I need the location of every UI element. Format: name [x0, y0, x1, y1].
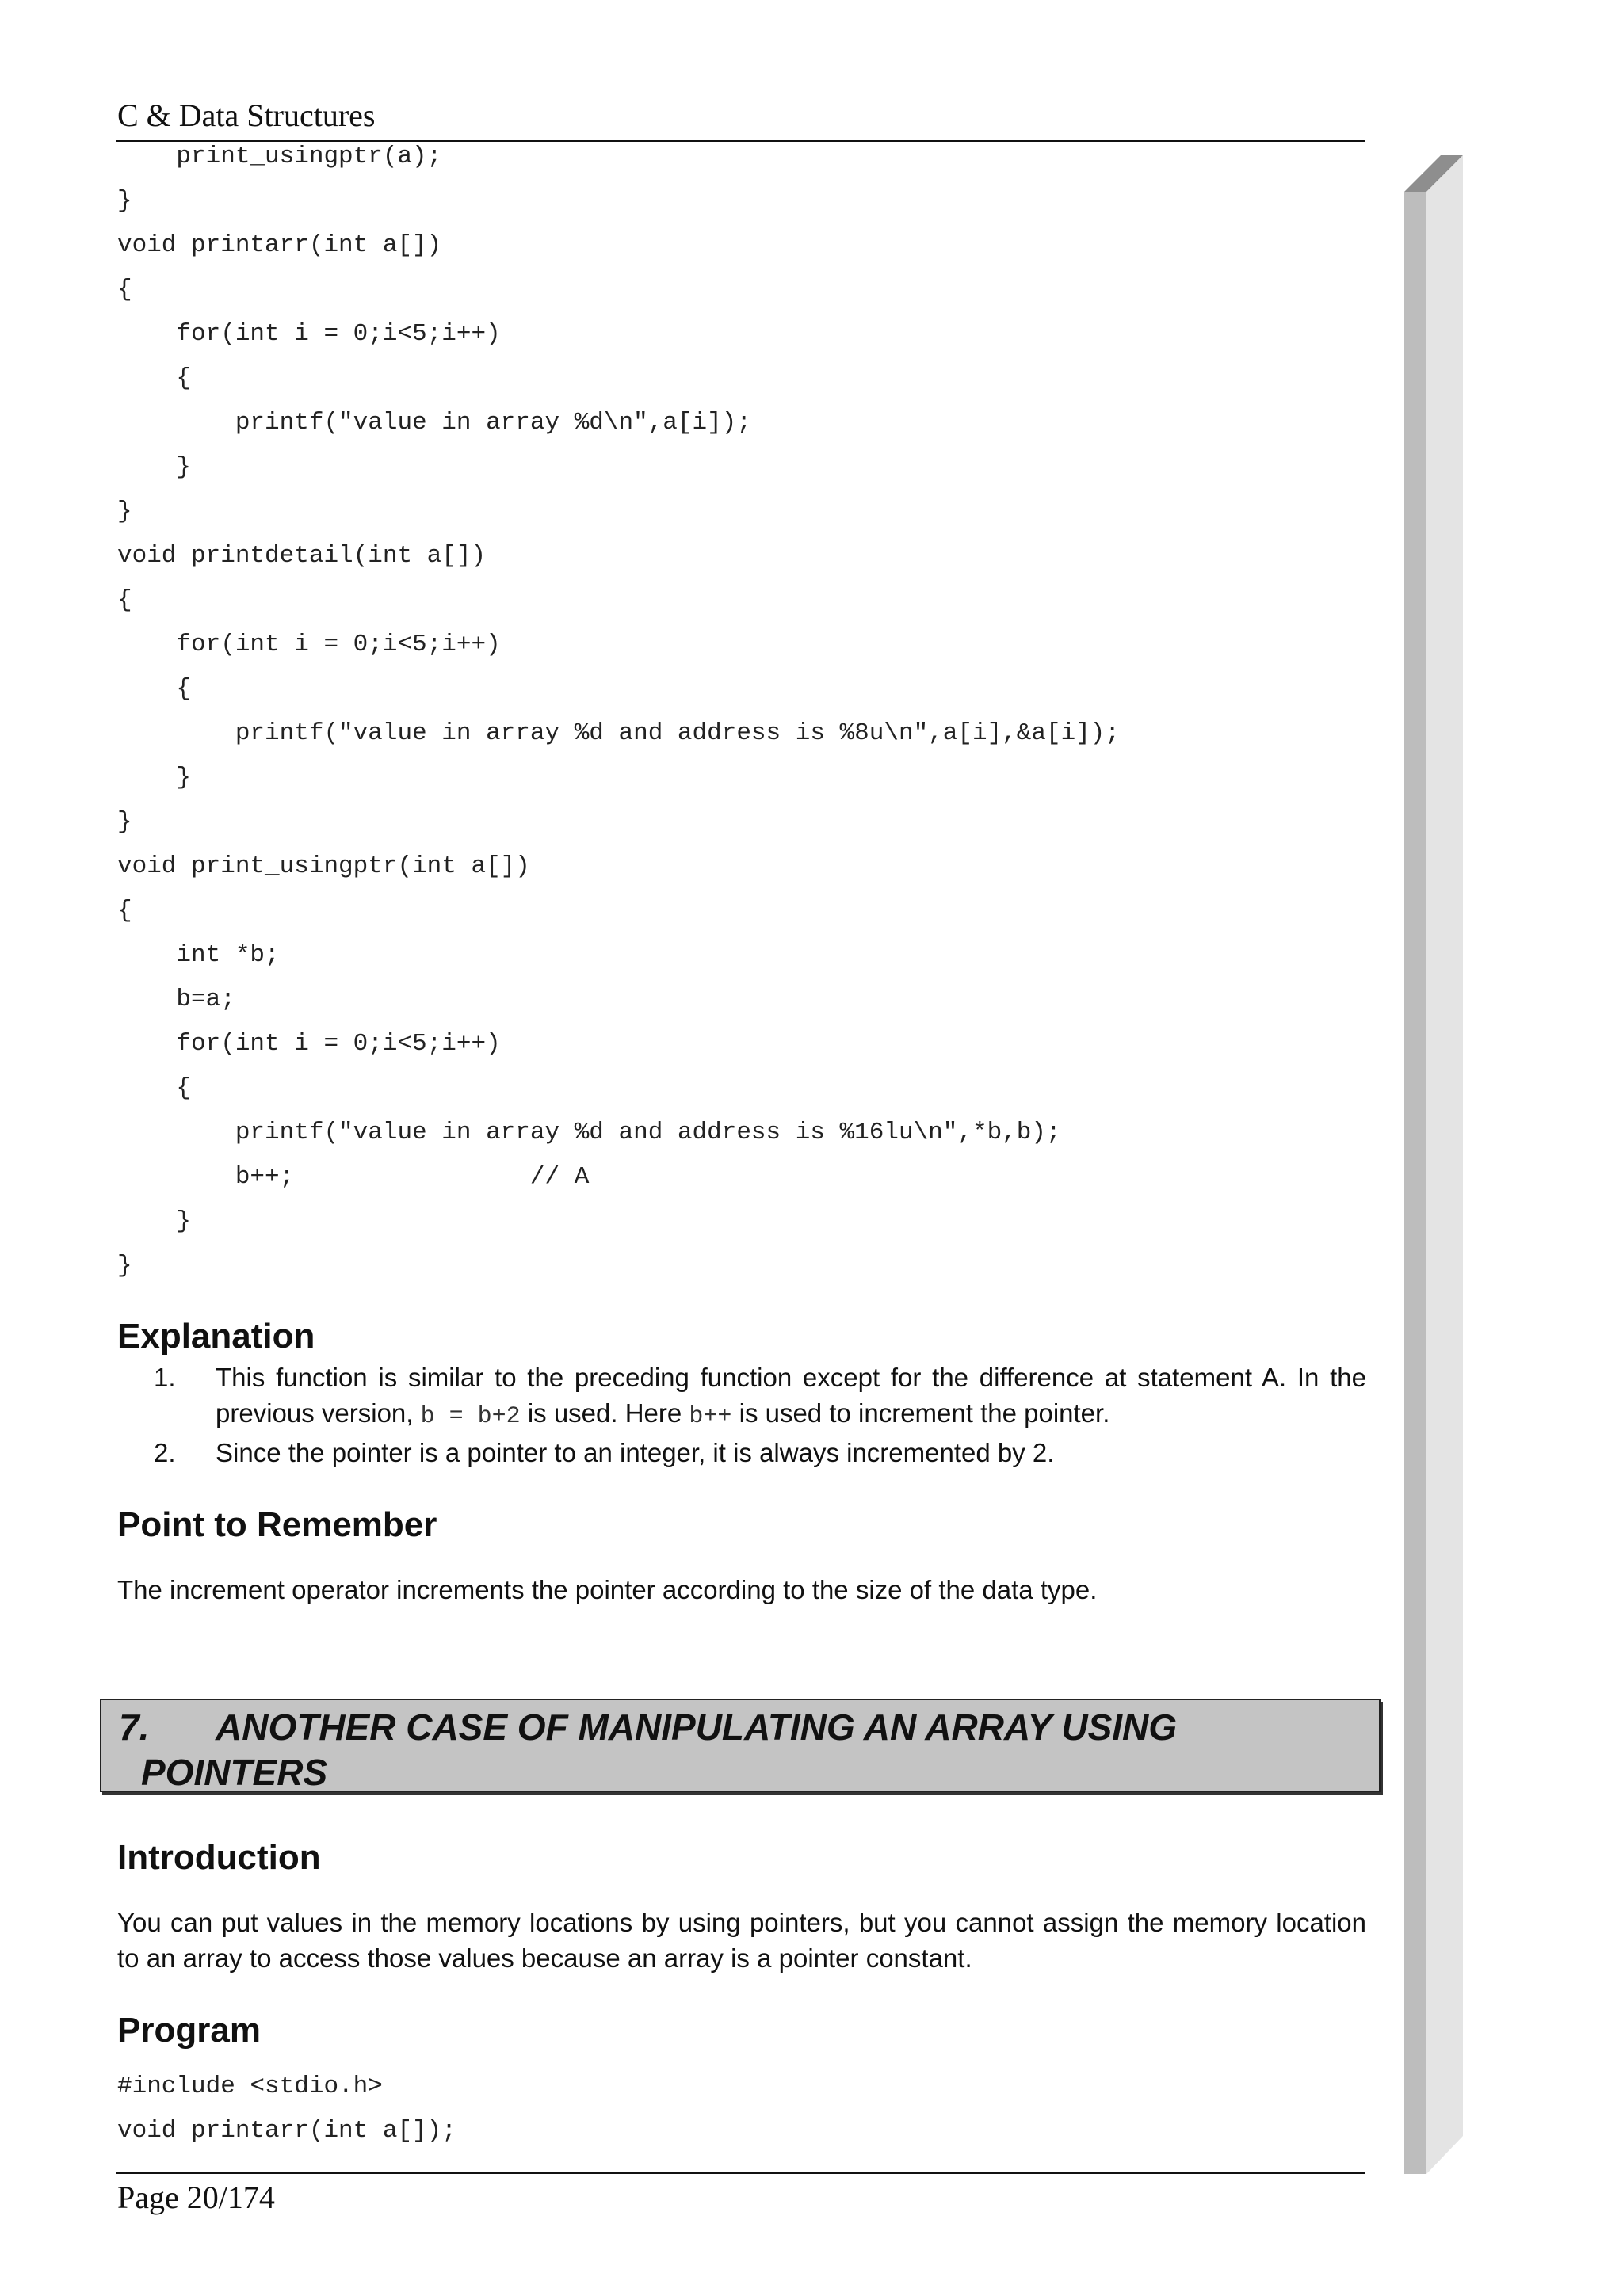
code-line: for(int i = 0;i<5;i++): [117, 320, 501, 348]
code-line: }: [117, 187, 132, 215]
code-line: void printdetail(int a[]): [117, 542, 487, 570]
code-line: {: [117, 897, 132, 925]
code-line: printf("value in array %d\n",a[i]);: [117, 409, 751, 437]
code-line: }: [117, 498, 132, 525]
code-line: void print_usingptr(int a[]): [117, 852, 530, 880]
code-line: }: [117, 1252, 132, 1280]
list-item-text: is used. Here: [520, 1398, 689, 1428]
point-to-remember-heading: Point to Remember: [117, 1505, 437, 1544]
point-to-remember-text: The increment operator increments the pointer according to the size of the data type.: [117, 1575, 1098, 1604]
code-block-program: [117, 2065, 456, 2153]
code-line: {: [117, 364, 192, 392]
code-line: {: [117, 1074, 192, 1102]
code-line: #include <stdio.h>: [117, 2073, 383, 2100]
list-item: [117, 1435, 1366, 1470]
code-line: {: [117, 675, 192, 703]
code-line: }: [117, 1207, 192, 1235]
footer-rule: [116, 2172, 1365, 2174]
inline-code: b++: [689, 1403, 732, 1430]
introduction-heading: Introduction: [117, 1838, 321, 1877]
program-heading: Program: [117, 2011, 261, 2050]
page-number: Page 20/174: [117, 2180, 275, 2215]
code-line: print_usingptr(a);: [117, 143, 442, 170]
list-item-text: This function is similar to the preceding function except for the difference at statement A. In the previous version,: [216, 1363, 1366, 1428]
page-header-title: C & Data Structures: [117, 97, 376, 133]
code-line: }: [117, 808, 132, 836]
code-line: }: [117, 453, 192, 481]
list-item: [117, 1360, 1366, 1435]
introduction-text: You can put values in the memory locations by using pointers, but you cannot assign the memory location to an array to access those values because an array is a pointer constant.: [117, 1908, 1366, 1973]
code-line: void printarr(int a[]);: [117, 2117, 456, 2145]
code-line: b++; // A: [117, 1163, 590, 1191]
code-line: {: [117, 586, 132, 614]
explanation-heading: Explanation: [117, 1317, 315, 1356]
code-line: printf("value in array %d and address is %16lu\n",*b,b);: [117, 1119, 1061, 1146]
code-line: }: [117, 764, 192, 791]
list-item-number: 2.: [154, 1438, 176, 1467]
decorative-side-bar: [1404, 155, 1463, 2174]
list-item-text: Since the pointer is a pointer to an integer, it is always incremented by 2.: [216, 1438, 1055, 1467]
inline-code: b = b+2: [420, 1403, 521, 1430]
code-block-top: [117, 135, 1120, 1288]
list-item-number: 1.: [154, 1363, 176, 1392]
code-line: void printarr(int a[]): [117, 231, 442, 259]
code-line: b=a;: [117, 986, 235, 1013]
section-title-line1: ANOTHER CASE OF MANIPULATING AN ARRAY USING: [216, 1707, 1178, 1748]
explanation-list: [117, 1360, 1366, 1470]
code-line: for(int i = 0;i<5;i++): [117, 631, 501, 658]
code-line: {: [117, 276, 132, 303]
section-number: 7.: [119, 1707, 150, 1748]
list-item-text: is used to increment the pointer.: [731, 1398, 1110, 1428]
code-line: for(int i = 0;i<5;i++): [117, 1030, 501, 1058]
code-line: int *b;: [117, 941, 280, 969]
section-title-line2: POINTERS: [141, 1752, 328, 1793]
section-title: [119, 1705, 1355, 1795]
code-line: printf("value in array %d and address is %8u\n",a[i],&a[i]);: [117, 719, 1121, 747]
